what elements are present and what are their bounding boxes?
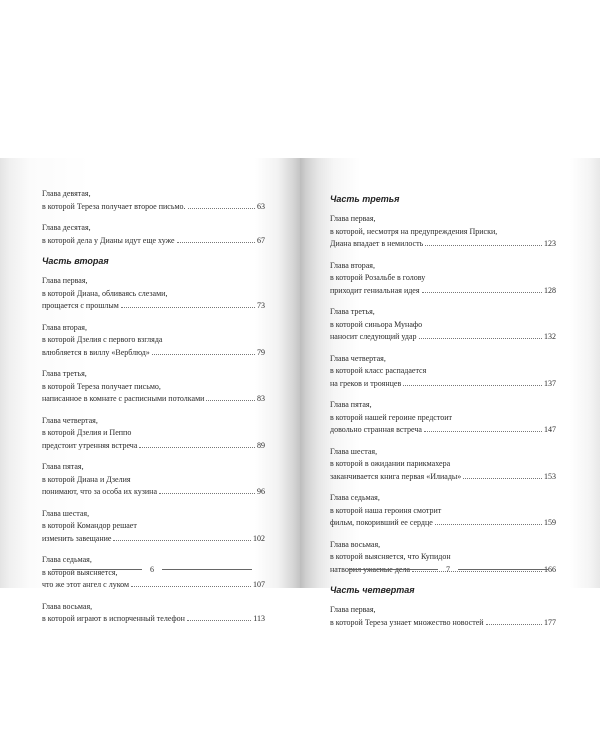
- right-page: [300, 158, 600, 627]
- chapter-subtitle-line: в которой Тереза получает письмо,: [42, 381, 161, 391]
- dot-leader: [131, 586, 251, 587]
- dot-leader: [425, 245, 542, 246]
- chapter-subtitle-line: в которой Командор решает: [42, 521, 137, 530]
- page-ref: 63: [257, 201, 265, 211]
- toc-leader-row: [42, 486, 265, 499]
- toc-leader-row: [330, 378, 556, 391]
- page-ref: 137: [544, 378, 556, 388]
- chapter-title: Глава вторая,: [330, 260, 375, 270]
- toc-leader-row: [330, 424, 556, 437]
- page-ref: 89: [257, 440, 265, 450]
- toc-leader-row: [330, 238, 556, 251]
- chapter-title: Глава седьмая,: [330, 493, 380, 502]
- chapter-title: Глава вторая,: [42, 322, 87, 332]
- toc-entry: [330, 213, 556, 251]
- chapter-subtitle-line: в которой Диана, обливаясь слезами,: [42, 288, 168, 298]
- page-ref: 83: [257, 394, 265, 403]
- toc-entry: [330, 353, 556, 391]
- chapter-subtitle-line: в которой Тереза получает второе письмо.: [42, 201, 186, 211]
- chapter-subtitle-line: в которой Диана и Дзелия: [42, 474, 131, 484]
- chapter-subtitle-line: в которой наша героиня смотрит: [330, 505, 442, 515]
- footer-left: [52, 565, 252, 574]
- page-ref: 102: [253, 533, 265, 543]
- dot-leader: [424, 431, 542, 432]
- toc-leader-row: [42, 440, 265, 453]
- page-ref: 79: [257, 347, 265, 357]
- chapter-subtitle-line: в которой играют в испорченный телефон: [42, 614, 185, 623]
- toc-entry: [330, 604, 556, 629]
- chapter-subtitle-line: в которой нашей героине предстоит: [330, 412, 453, 422]
- footer-rule: [348, 569, 438, 570]
- chapter-subtitle-line: на греков и троянцев: [330, 378, 402, 388]
- chapter-title: Глава четвертая,: [330, 353, 386, 363]
- page-ref: 147: [544, 425, 556, 434]
- toc-entry: [330, 446, 556, 484]
- dot-leader: [139, 447, 255, 448]
- chapter-subtitle-line: что же этот ангел с луком: [42, 580, 130, 589]
- dot-leader: [177, 242, 255, 243]
- page-ref: 73: [257, 301, 265, 310]
- chapter-subtitle-line: в которой в ожидании парикмахера: [330, 459, 451, 468]
- dot-leader: [113, 540, 251, 541]
- dot-leader: [121, 307, 255, 308]
- page-ref: 132: [544, 332, 556, 341]
- part-heading: Часть третья: [330, 194, 400, 204]
- toc-leader-row: [42, 533, 265, 546]
- dot-leader: [422, 292, 542, 293]
- chapter-title: Глава пятая,: [330, 400, 372, 409]
- chapter-subtitle-line: Диана впадает в немилость: [330, 239, 424, 248]
- chapter-title: Глава девятая,: [42, 189, 91, 198]
- chapter-title: Глава первая,: [330, 214, 376, 223]
- chapter-title: Глава третья,: [330, 307, 375, 316]
- page-ref: 123: [544, 239, 556, 248]
- chapter-subtitle-line: наносит следующий удар: [330, 332, 417, 341]
- dot-leader: [403, 385, 542, 386]
- toc-entry: [42, 322, 265, 360]
- chapter-title: Глава первая,: [42, 276, 88, 285]
- footer-rule: [52, 569, 142, 570]
- chapter-subtitle-line: довольно странная встреча: [330, 425, 422, 434]
- chapter-subtitle-line: заканчивается книга первая «Илиады»: [330, 471, 462, 481]
- toc-leader-row: [330, 471, 556, 484]
- chapter-subtitle-line: в которой Дзелия с первого взгляда: [42, 335, 163, 344]
- chapter-subtitle-line: понимают, что за особа их кузина: [42, 487, 157, 496]
- toc-entry: [42, 415, 265, 453]
- chapter-subtitle-line: в которой класс распадается: [330, 366, 427, 375]
- chapter-title: Глава первая,: [330, 605, 376, 614]
- toc-entry: [42, 275, 265, 313]
- toc-leader-row: [42, 579, 265, 592]
- page-ref: 96: [257, 487, 265, 496]
- chapter-title: Глава восьмая,: [330, 539, 381, 549]
- chapter-subtitle-line: в которой Тереза узнает множество новостей: [330, 617, 484, 627]
- toc-leader-row: [42, 300, 265, 313]
- page-number-right: 7: [446, 565, 450, 574]
- chapter-subtitle-line: в которой выясняется,: [42, 567, 118, 577]
- toc-leader-row: [330, 617, 556, 630]
- toc-entry: [42, 368, 265, 406]
- chapter-subtitle-line: в которой выясняется, что Купидон: [330, 552, 451, 561]
- part-heading: Часть четвертая: [330, 585, 415, 595]
- chapter-title: Глава седьмая,: [42, 555, 92, 564]
- toc-entry: [330, 492, 556, 530]
- chapter-subtitle-line: написанное в комнате с расписными потолками: [42, 394, 205, 403]
- page-ref: 153: [544, 471, 556, 481]
- chapter-title: Глава пятая,: [42, 462, 84, 471]
- chapter-title: Глава восьмая,: [42, 601, 93, 611]
- chapter-subtitle-line: натворил ужасные дела: [330, 564, 411, 574]
- toc-leader-row: [330, 331, 556, 344]
- page-ref: 159: [544, 518, 556, 527]
- chapter-subtitle-line: в которой дела у Дианы идут еще хуже: [42, 235, 175, 245]
- toc-leader-row: [42, 201, 265, 214]
- page-ref: 107: [253, 580, 265, 589]
- chapter-title: Глава десятая,: [42, 223, 91, 232]
- toc-entry: [330, 399, 556, 437]
- page-ref: 177: [544, 617, 556, 627]
- page-ref: 128: [544, 285, 556, 295]
- toc-leader-row: [42, 393, 265, 406]
- dot-leader: [419, 338, 542, 339]
- toc-entry: [42, 188, 265, 213]
- chapter-subtitle-line: фильм, покоривший ее сердце: [330, 518, 433, 527]
- page-ref: 113: [253, 614, 265, 623]
- toc-entry: [330, 260, 556, 298]
- footer-rule: [458, 569, 548, 570]
- footer-rule: [162, 569, 252, 570]
- chapter-title: Глава шестая,: [42, 508, 90, 518]
- chapter-subtitle-line: в которой, несмотря на предупреждения Приски,: [330, 226, 498, 236]
- page-number-left: 6: [150, 565, 154, 574]
- page-ref: 166: [544, 564, 556, 574]
- dot-leader: [152, 354, 255, 355]
- toc-leader-row: [330, 285, 556, 298]
- page-ref: 67: [257, 235, 265, 245]
- footer-right: [348, 565, 548, 574]
- chapter-subtitle-line: в которой синьора Мунафо: [330, 319, 423, 329]
- chapter-subtitle-line: в которой Дзелия и Пеппо: [42, 428, 132, 437]
- chapter-subtitle-line: прощается с прошлым: [42, 301, 119, 310]
- chapter-subtitle-line: влюбляется в виллу «Верблюд»: [42, 347, 150, 357]
- part-heading: Часть вторая: [42, 256, 109, 266]
- chapter-subtitle-line: изменить завещание: [42, 533, 112, 543]
- toc-entry: [42, 508, 265, 546]
- toc-entry: [330, 306, 556, 344]
- chapter-title: Глава шестая,: [330, 446, 378, 456]
- dot-leader: [435, 524, 542, 525]
- toc-entry: [42, 461, 265, 499]
- toc-leader-row: [330, 517, 556, 530]
- toc-leader-row: [42, 347, 265, 360]
- chapter-subtitle-line: в которой Розальбе в голову: [330, 273, 426, 282]
- book-spread: [0, 158, 600, 627]
- left-page: [0, 158, 300, 623]
- chapter-subtitle-line: приходит гениальная идея: [330, 285, 420, 295]
- toc-entry: [42, 222, 265, 247]
- dot-leader: [486, 624, 542, 625]
- dot-leader: [206, 400, 255, 401]
- toc-entry: [42, 601, 265, 626]
- chapter-title: Глава третья,: [42, 369, 87, 378]
- dot-leader: [187, 620, 251, 621]
- chapter-subtitle-line: предстоит утренняя встреча: [42, 440, 138, 450]
- toc-leader-row: [42, 613, 265, 626]
- toc-leader-row: [42, 235, 265, 248]
- dot-leader: [463, 478, 542, 479]
- chapter-title: Глава четвертая,: [42, 415, 98, 425]
- dot-leader: [188, 208, 255, 209]
- dot-leader: [159, 493, 255, 494]
